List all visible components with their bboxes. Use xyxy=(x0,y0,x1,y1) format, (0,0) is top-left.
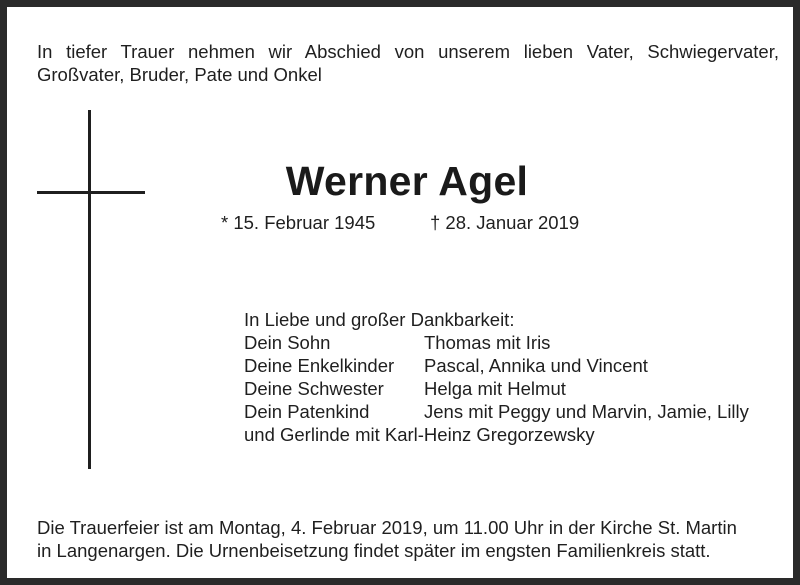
mourner-names: Helga mit Helmut xyxy=(424,378,566,399)
mourner-names: Jens mit Peggy und Marvin, Jamie, Lilly xyxy=(424,401,749,422)
mourner-relation: Dein Sohn xyxy=(244,332,331,353)
deceased-name: Werner Agel xyxy=(285,158,529,204)
mourner-row xyxy=(244,400,784,423)
death-date: † 28. Januar 2019 xyxy=(430,212,580,233)
mourners-list xyxy=(244,308,784,446)
intro-text: In tiefer Trauer nehmen wir Abschied von unserem lieben Vater, Schwiegervater, Großvater, Bruder, Pate und Onkel xyxy=(37,41,779,85)
birth-date: * 15. Februar 1945 xyxy=(221,212,376,233)
mourner-names: Thomas mit Iris xyxy=(424,332,551,353)
funeral-info-line: Die Trauerfeier ist am Montag, 4. Februar 2019, um 11.00 Uhr in der Kirche St. Martin xyxy=(37,517,737,538)
funeral-info-line: in Langenargen. Die Urnenbeisetzung findet später im engsten Familienkreis statt. xyxy=(37,540,711,561)
mourner-names: Pascal, Annika und Vincent xyxy=(424,355,648,376)
mourner-row xyxy=(244,331,784,354)
mourner-relation: Deine Enkelkinder xyxy=(244,355,395,376)
mourners-continuation: und Gerlinde mit Karl-Heinz Gregorzewsky xyxy=(244,424,595,445)
mourner-relation: Dein Patenkind xyxy=(244,401,370,422)
mourners-heading: In Liebe und großer Dankbarkeit: xyxy=(244,309,515,330)
funeral-info xyxy=(37,516,779,562)
mourner-row xyxy=(244,377,784,400)
mourner-row xyxy=(244,354,784,377)
mourner-relation: Deine Schwester xyxy=(244,378,384,399)
